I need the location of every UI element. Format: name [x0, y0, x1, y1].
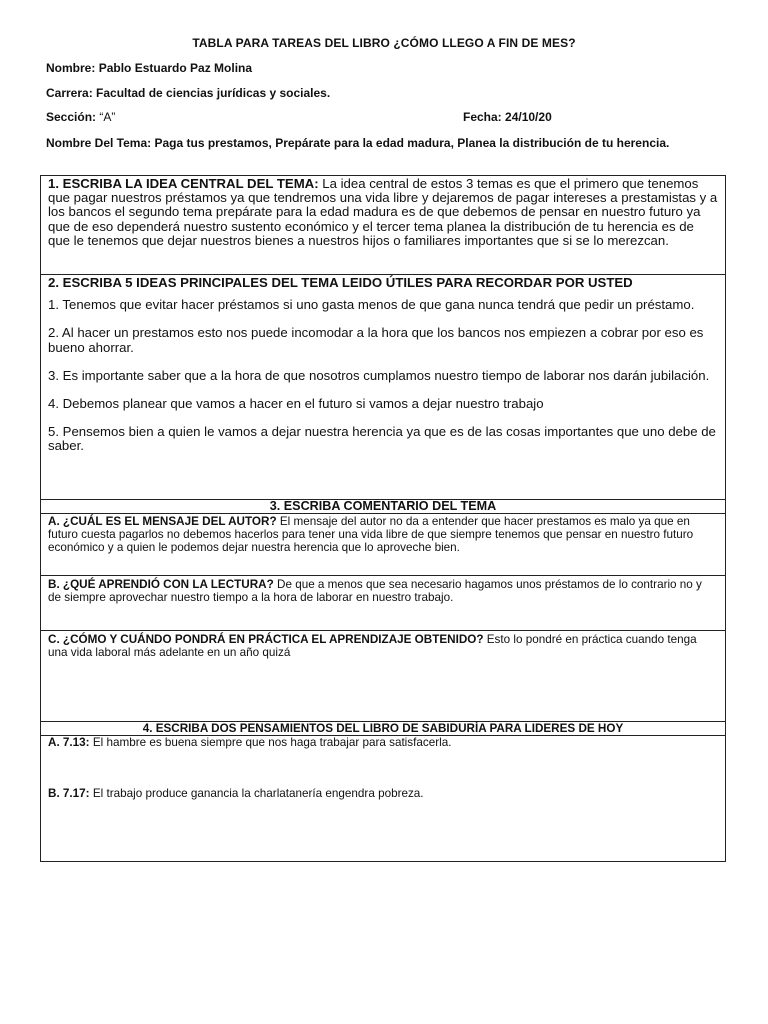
seccion-label: Sección: [46, 110, 97, 124]
seccion-value: “A” [99, 110, 116, 124]
seccion-line [46, 110, 115, 124]
section3-a-text: El mensaje del autor no da a entender que hacer prestamos es malo ya que en futuro cuesta pagarlos no debemos hacerlos para tener una vida libre de que siempre tenemos que pensar en nuestro futuro económico y a quien le podemos dejar nuestra herencia que lo aproveche bien. [48, 515, 694, 554]
tema-value: Paga tus prestamos, Prepárate para la edad madura, Planea la distribución de tu herencia. [154, 136, 670, 150]
section3-b-row [41, 575, 725, 630]
section3-c-text: Esto lo pondré en práctica cuando tenga una vida laboral más adelante en un año quizá [48, 633, 697, 659]
nombre-line [46, 61, 252, 75]
thought-a [48, 736, 718, 749]
idea-item-5: 5. Pensemos bien a quien le vamos a dejar nuestra herencia ya que es de las cosas importantes que uno debe de saber. [48, 424, 716, 454]
nombre-value: Pablo Estuardo Paz Molina [98, 61, 253, 75]
homework-table [40, 175, 726, 862]
section4-heading-row [41, 721, 725, 735]
carrera-value: Facultad de ciencias jurídicas y sociales. [96, 86, 331, 100]
thought-a-label: A. 7.13: [48, 736, 90, 749]
carrera-label: Carrera: [46, 86, 93, 100]
idea-item-4: 4. Debemos planear que vamos a hacer en el futuro si vamos a dejar nuestro trabajo [48, 396, 544, 412]
fecha-line [463, 110, 552, 124]
idea-item-2: 2. Al hacer un prestamos esto nos puede incomodar a la hora que los bancos nos empiezen a cobrar por eso es bueno ahorrar. [48, 325, 704, 355]
section1-row [41, 176, 725, 274]
section1-heading: 1. ESCRIBA LA IDEA CENTRAL DEL TEMA: [48, 176, 319, 191]
section2-heading: 2. ESCRIBA 5 IDEAS PRINCIPALES DEL TEMA LEIDO ÚTILES PARA RECORDAR POR USTED [48, 275, 633, 290]
section1-text: La idea central de estos 3 temas es que el primero que tenemos que pagar nuestros préstamos ya que tendremos una vida libre y dejaremos de pagar intereses a prestamistas y a los bancos el segundo tema prepárate para la edad madura es de que debemos de pensar en nuestro futuro ya que de eso dependerá nuestro sustento económico y el tercer tema planea la distribución de tu herencia es de que le tenemos que dejar nuestros bienes a nuestros hijos o familiares importantes que si se lo merezcan. [48, 176, 718, 248]
section4-body-row [41, 735, 725, 861]
section3-a-label: A. ¿CUÁL ES EL MENSAJE DEL AUTOR? [48, 515, 277, 528]
thought-b-label: B. 7.17: [48, 787, 90, 800]
section3-heading: 3. ESCRIBA COMENTARIO DEL TEMA [269, 499, 497, 513]
tema-line [46, 136, 726, 151]
thought-b-text: El trabajo produce ganancia la charlatanería engendra pobreza. [92, 787, 424, 800]
nombre-label: Nombre: [46, 61, 96, 75]
section3-a-row [41, 513, 725, 575]
thought-a-text: El hambre es buena siempre que nos haga trabajar para satisfacerla. [92, 736, 452, 749]
fecha-label: Fecha: [463, 110, 502, 124]
section4-heading: 4. ESCRIBA DOS PENSAMIENTOS DEL LIBRO DE SABIDURÍA PARA LIDERES DE HOY [142, 722, 624, 735]
section3-b-text: De que a menos que sea necesario hagamos unos préstamos de lo contrario no y de siempre aprovechar nuestro tiempo a la hora de laborar en nuestro trabajo. [48, 578, 702, 604]
thought-b [48, 787, 718, 800]
idea-item-1: 1. Tenemos que evitar hacer préstamos si uno gasta menos de que gana nunca tendrá que pedir un préstamo. [48, 297, 695, 313]
section2-row [41, 274, 725, 499]
document-title: TABLA PARA TAREAS DEL LIBRO ¿CÓMO LLEGO A FIN DE MES? [192, 36, 576, 50]
fecha-value: 24/10/20 [505, 110, 552, 124]
tema-label: Nombre Del Tema: [46, 136, 152, 150]
section3-c-label: C. ¿CÓMO Y CUÁNDO PONDRÁ EN PRÁCTICA EL APRENDIZAJE OBTENIDO? [48, 633, 484, 646]
idea-item-3: 3. Es importante saber que a la hora de que nosotros cumplamos nuestro tiempo de laborar nos darán jubilación. [48, 367, 710, 383]
section3-b-label: B. ¿QUÉ APRENDIÓ CON LA LECTURA? [48, 578, 274, 591]
carrera-line [46, 86, 330, 100]
section3-heading-row [41, 499, 725, 513]
section3-c-row [41, 630, 725, 721]
